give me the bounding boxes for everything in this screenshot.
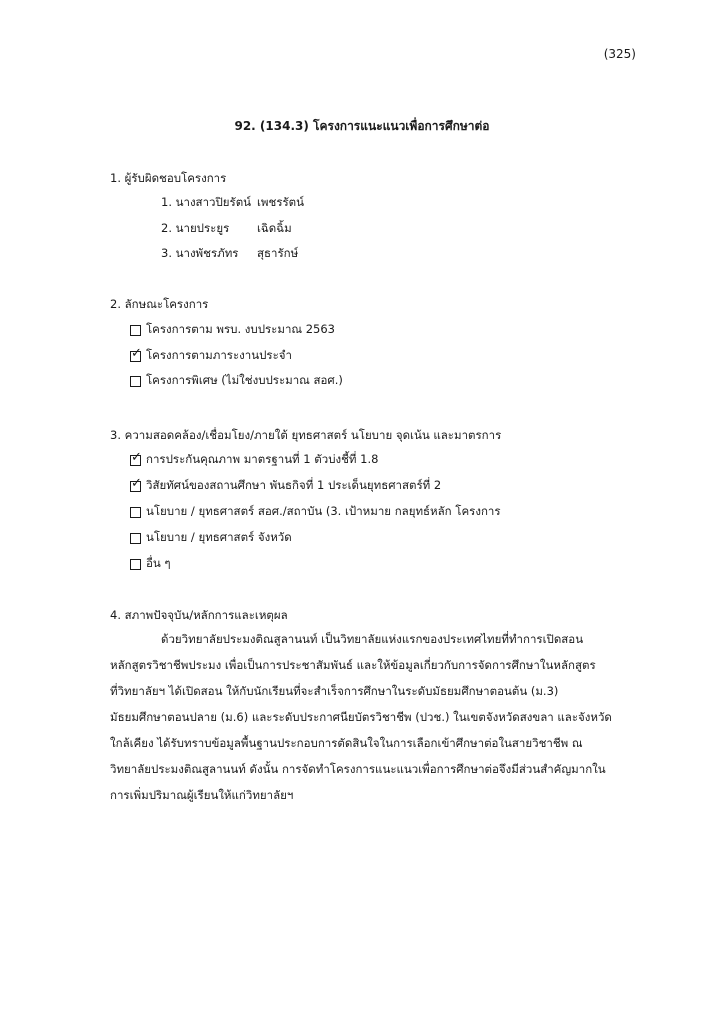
person-name: 2. นายประยูร (161, 221, 230, 235)
section-4-heading: 4. สภาพปัจจุบัน/หลักการและเหตุผล (110, 608, 288, 622)
responsible-person-1 (161, 194, 304, 212)
checkbox-icon[interactable] (130, 376, 141, 387)
check-mark-icon: ✓ (131, 475, 142, 491)
option-label: การประกันคุณภาพ มาตรฐานที่ 1 ตัวบ่งชี้ที่ 1.8 (146, 452, 379, 466)
option-label: อื่น ๆ (146, 556, 171, 570)
person-surname: เพชรรัตน์ (257, 195, 304, 209)
checkbox-icon[interactable] (130, 533, 141, 544)
checkbox-icon[interactable] (130, 325, 141, 336)
alignment-option-5 (130, 555, 171, 573)
project-type-option-1 (130, 321, 335, 339)
option-label: โครงการตาม พรบ. งบประมาณ 2563 (146, 322, 335, 336)
paragraph-line: การเพิ่มปริมาณผู้เรียนให้แก่วิทยาลัยฯ (110, 788, 294, 802)
responsible-person-2 (161, 220, 292, 238)
checkbox-icon[interactable] (130, 507, 141, 518)
option-label: โครงการตามภาระงานประจำ (146, 348, 292, 362)
paragraph-line: ใกล้เคียง ได้รับทราบข้อมูลพื้นฐานประกอบการตัดสินใจในการเลือกเข้าศึกษาต่อในสายวิชาชีพ ณ (110, 736, 583, 750)
alignment-option-4 (130, 529, 292, 547)
person-surname: เฉิดฉิ้ม (257, 221, 292, 235)
option-label: โครงการพิเศษ (ไม่ใช่งบประมาณ สอศ.) (146, 373, 343, 387)
option-label: นโยบาย / ยุทธศาสตร์ จังหวัด (146, 530, 292, 544)
checkbox-icon[interactable] (130, 345, 142, 362)
document-title: 92. (134.3) โครงการแนะแนวเพื่อการศึกษาต่อ (234, 119, 490, 133)
paragraph-line: มัธยมศึกษาตอนปลาย (ม.6) และระดับประกาศนียบัตรวิชาชีพ (ปวช.) ในเขตจังหวัดสงขลา และจังหวัด (110, 710, 612, 724)
checkbox-icon[interactable] (130, 559, 141, 570)
project-type-option-2 (130, 347, 292, 365)
section-3-heading: 3. ความสอดคล้อง/เชื่อมโยง/ภายใต้ ยุทธศาสตร์ นโยบาย จุดเน้น และมาตรการ (110, 428, 502, 442)
check-mark-icon: ✓ (131, 449, 142, 465)
paragraph-line: หลักสูตรวิชาชีพประมง เพื่อเป็นการประชาสัมพันธ์ และให้ข้อมูลเกี่ยวกับการจัดการศึกษาในหลักสูตร (110, 658, 596, 672)
person-name: 3. นางพัชรภัทร (161, 246, 239, 260)
option-label: วิสัยทัศน์ของสถานศึกษา พันธกิจที่ 1 ประเด็นยุทธศาสตร์ที่ 2 (146, 478, 442, 492)
paragraph-line: วิทยาลัยประมงติณสูลานนท์ ดังนั้น การจัดทำโครงการแนะแนวเพื่อการศึกษาต่อจึงมีส่วนสำคัญมากใน (110, 762, 606, 776)
option-label: นโยบาย / ยุทธศาสตร์ สอศ./สถาบัน (3. เป้าหมาย กลยุทธ์หลัก โครงการ (146, 504, 501, 518)
checkbox-icon[interactable] (130, 449, 142, 466)
alignment-option-1 (130, 451, 378, 469)
check-mark-icon: ✓ (131, 345, 142, 361)
paragraph-line: ที่วิทยาลัยฯ ได้เปิดสอน ให้กับนักเรียนที่จะสำเร็จการศึกษาในระดับมัธยมศึกษาตอนต้น (ม.3) (110, 684, 559, 698)
person-surname: สุธารักษ์ (257, 246, 299, 260)
person-name: 1. นางสาวปิยรัตน์ (161, 195, 252, 209)
responsible-person-3 (161, 245, 298, 263)
section-2-heading: 2. ลักษณะโครงการ (110, 297, 209, 311)
alignment-option-2 (130, 477, 441, 495)
page-number: (325) (603, 47, 636, 61)
section-1-heading: 1. ผู้รับผิดชอบโครงการ (110, 171, 227, 185)
checkbox-icon[interactable] (130, 475, 142, 492)
alignment-option-3 (130, 503, 501, 521)
paragraph-line: ด้วยวิทยาลัยประมงติณสูลานนท์ เป็นวิทยาลัยแห่งแรกของประเทศไทยที่ทำการเปิดสอน (161, 632, 584, 646)
project-type-option-3 (130, 372, 343, 390)
